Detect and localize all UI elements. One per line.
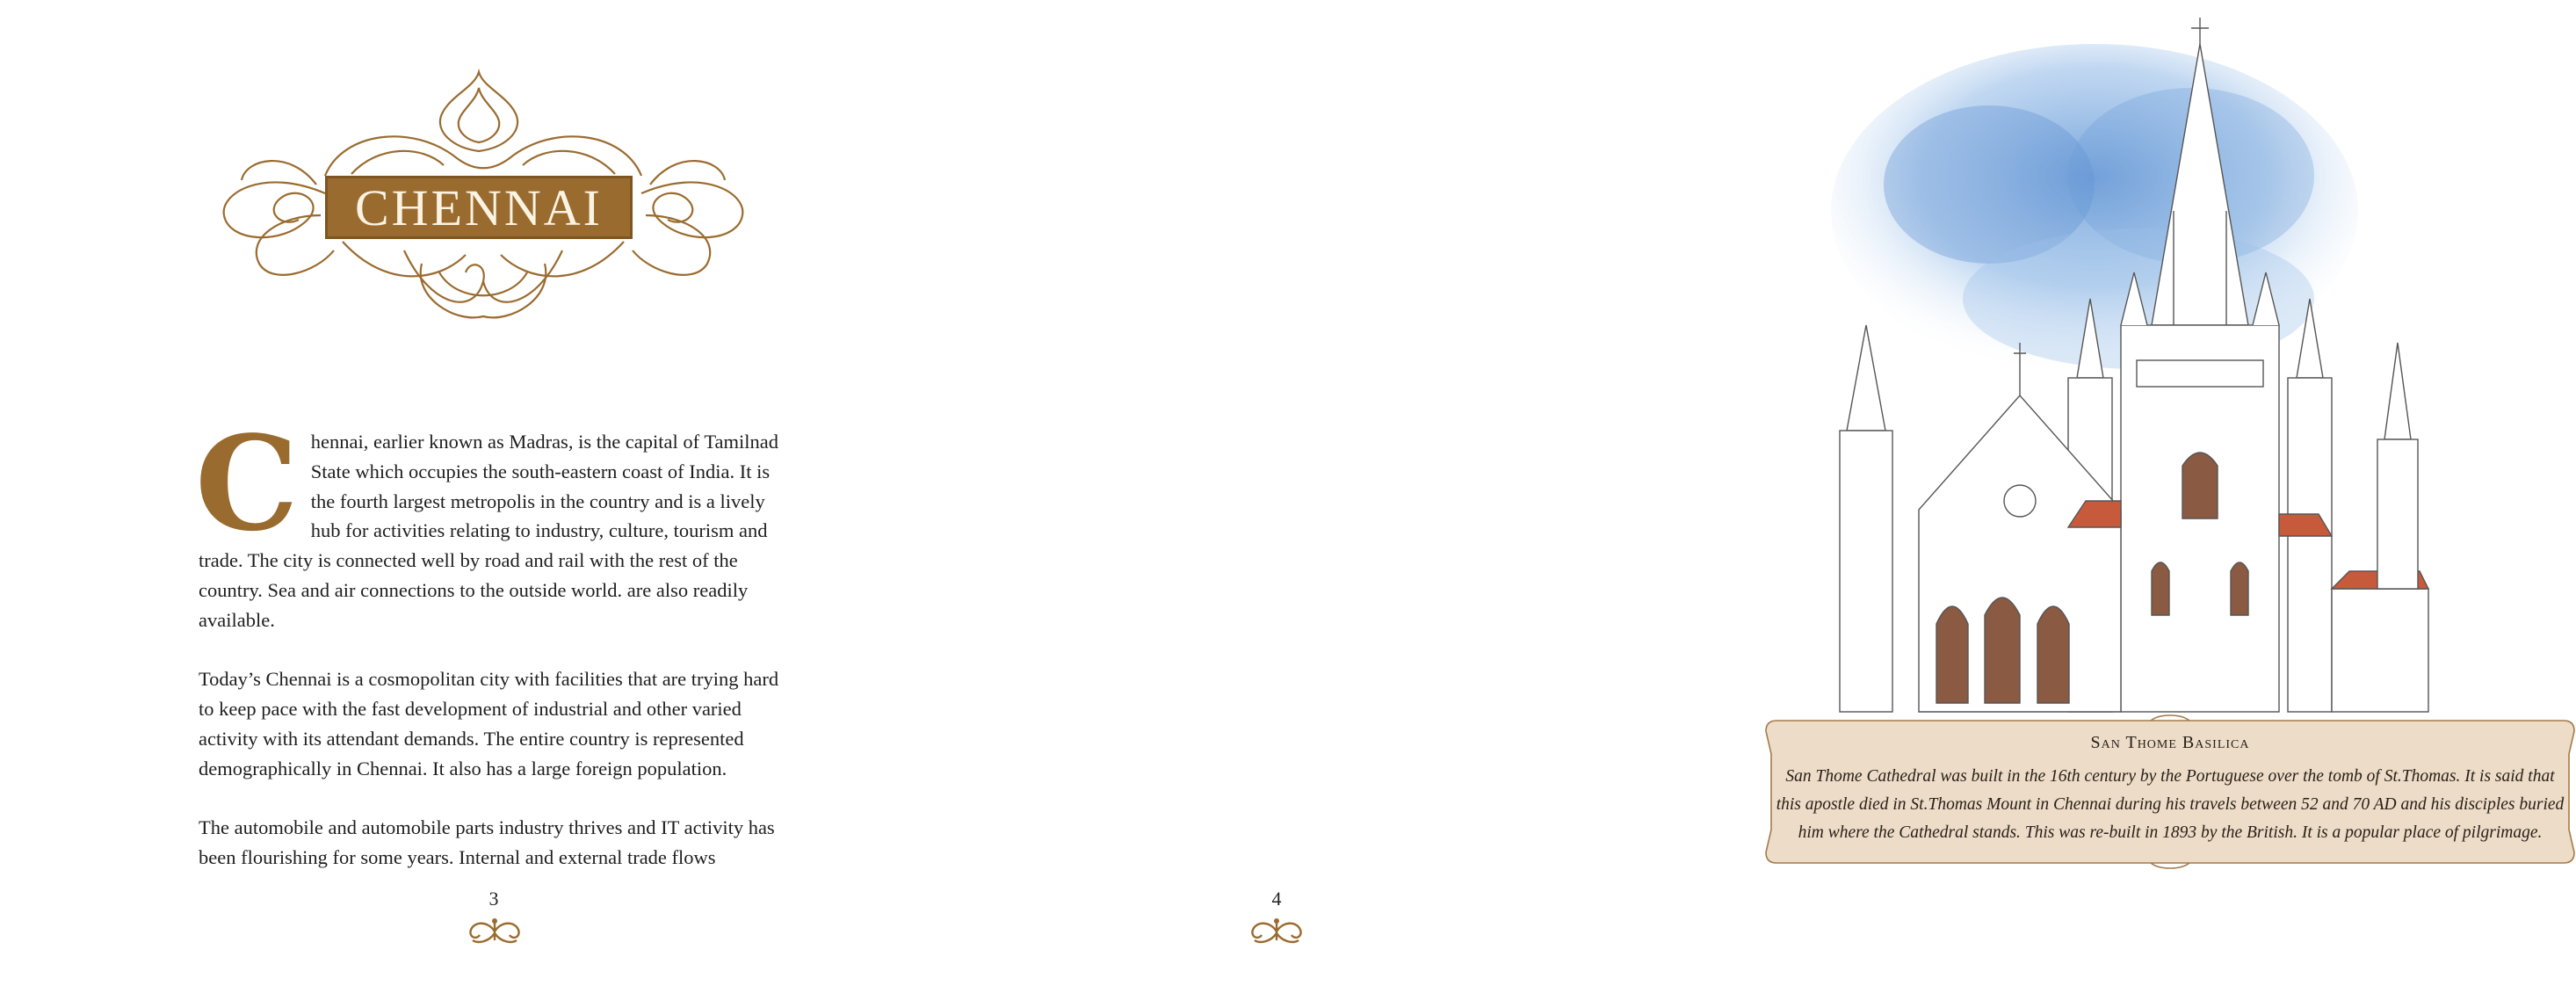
caption-line-3: him where the Cathedral stands. This was re-built in 1893 by the British. It is a popular place of pilgrimage. <box>1798 823 2543 842</box>
paragraph-2: Today’s Chennai is a cosmopolitan city with facilities that are trying hard to keep pace with the fast development of industrial and other varied activity with its attendant demands. The entire country is represented demographically in Chennai. It also has a large foreign population. <box>199 668 779 779</box>
caption-line-2: this apostle died in St.Thomas Mount in Chennai during his travels between 52 and 70 AD and his disciples buried <box>1776 795 2565 814</box>
caption-box <box>1764 719 2576 865</box>
drop-cap: C <box>195 407 299 560</box>
title-ornament <box>211 62 756 325</box>
paragraph-1-text: hennai, earlier known as Madras, is the capital of Tamilnad State which occupies the south-eastern coast of India. It is the fourth largest metropolis in the country and is a lively hub for activities relating to industry, culture, tourism and trade. The city is connected well by road and rail with the rest of the country. Sea and air connections to the outside world. are also readily available. <box>199 431 779 631</box>
left-page <box>0 0 882 986</box>
paragraph-3: The automobile and automobile parts industry thrives and IT activity has been flourishing for some years. Internal and external trade flows <box>199 816 775 869</box>
flourish-icon <box>464 914 525 949</box>
page-number-right: 4 <box>1271 888 1282 910</box>
article-body <box>195 407 783 903</box>
page-number-left: 3 <box>488 888 499 910</box>
right-page <box>882 0 2565 986</box>
caption-line-1: San Thome Cathedral was built in the 16th century by the Portuguese over the tomb of St.Thomas. It is said that <box>1785 767 2555 786</box>
flourish-icon <box>1246 914 1307 949</box>
page-title: CHENNAI <box>355 178 603 236</box>
paragraph-1 <box>195 407 783 635</box>
title-plate <box>325 176 633 239</box>
caption-title: San Thome Basilica <box>2090 733 2250 752</box>
caption-text <box>1773 763 2567 847</box>
cathedral-sketch-icon <box>1805 9 2437 729</box>
